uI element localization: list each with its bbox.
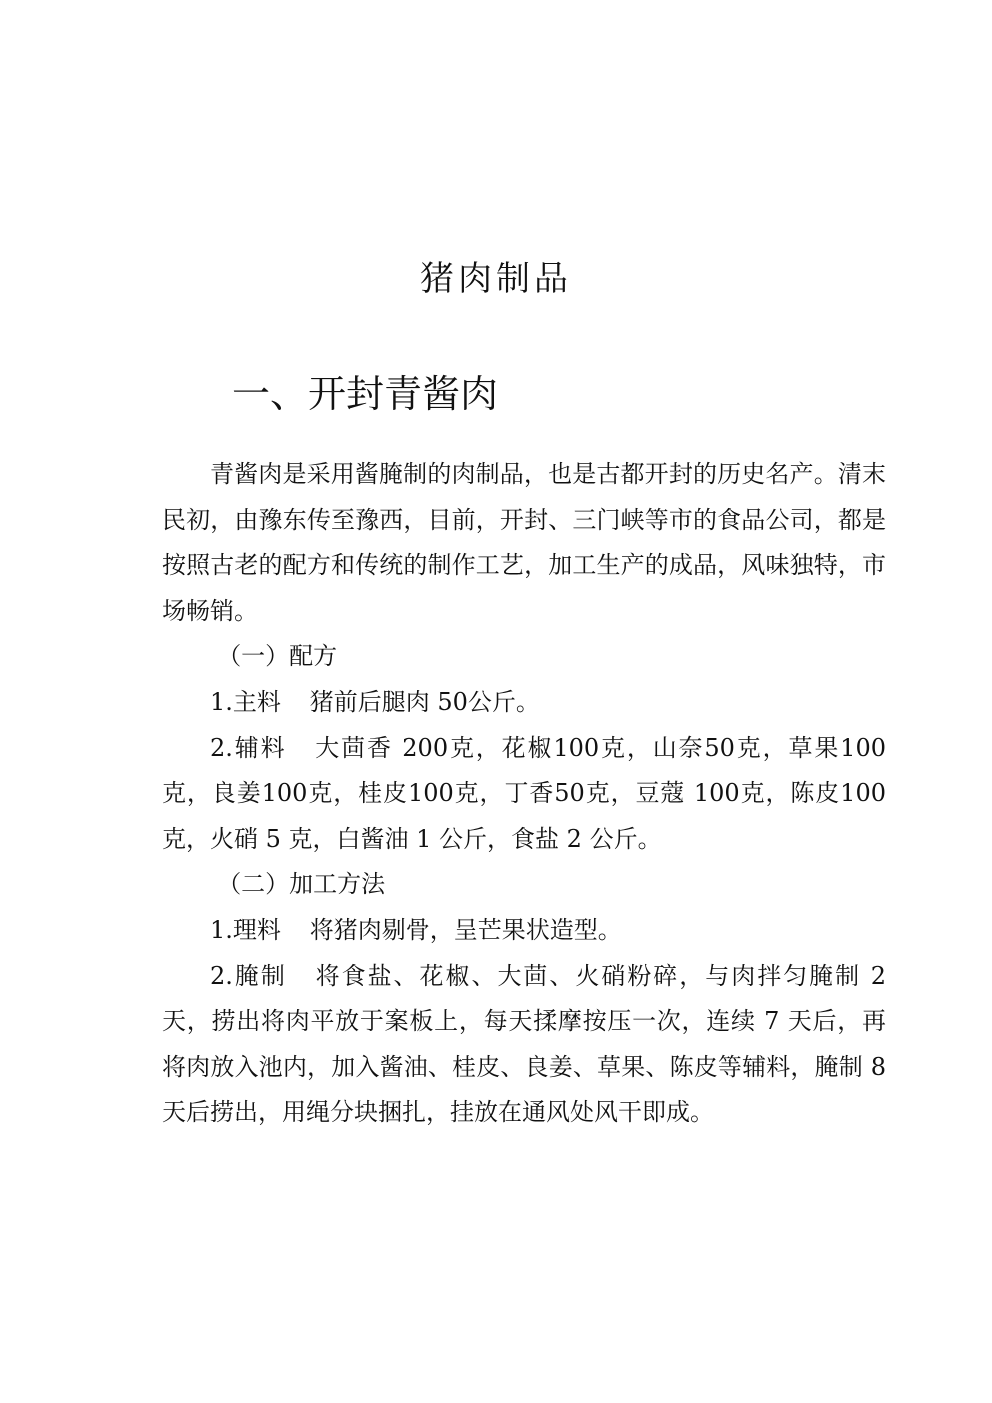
aux-ingredient-paragraph bbox=[162, 726, 886, 863]
step1-paragraph bbox=[162, 908, 886, 954]
main-ingredient-text: 猪前后腿肉 50公斤。 bbox=[309, 687, 540, 716]
step1-label: 1.理料 bbox=[210, 915, 281, 944]
intro-paragraph: 青酱肉是采用酱腌制的肉制品，也是古都开封的历史名产。清末民初，由豫东传至豫西，目前，开封、三门峡等市的食品公司，都是按照古老的配方和传统的制作工艺，加工生产的成品，风味独特，市场畅销。 bbox=[162, 460, 886, 625]
step2-label: 2.腌制 bbox=[210, 961, 287, 990]
step2-paragraph bbox=[162, 954, 886, 1136]
main-ingredient-label: 1.主料 bbox=[210, 687, 281, 716]
section-title: 一、开封青酱肉 bbox=[232, 372, 499, 416]
aux-ingredient-text: 大茴香 200克，花椒100克，山奈50克，草果100克，良姜100克，桂皮100克，丁香50克，豆蔻 100克，陈皮100克，火硝 5 克，白酱油 1 公斤，食盐 2 公斤。 bbox=[162, 733, 886, 853]
formula-heading: （一）配方 bbox=[217, 642, 338, 671]
page-title: 猪肉制品 bbox=[420, 259, 572, 299]
aux-ingredient-label: 2.辅料 bbox=[210, 733, 287, 762]
method-heading: （二）加工方法 bbox=[217, 870, 386, 899]
document-body bbox=[162, 452, 886, 1136]
step1-text: 将猪肉剔骨，呈芒果状造型。 bbox=[309, 915, 622, 944]
step2-text: 将食盐、花椒、大茴、火硝粉碎，与肉拌匀腌制 2 天，捞出将肉平放于案板上，每天揉摩按压一次，连续 7 天后，再将肉放入池内，加入酱油、桂皮、良姜、草果、陈皮等辅料，腌制 8天后捞出，用绳分块捆扎，挂放在通风处风干即成。 bbox=[162, 961, 886, 1127]
main-ingredient-paragraph bbox=[162, 680, 886, 726]
